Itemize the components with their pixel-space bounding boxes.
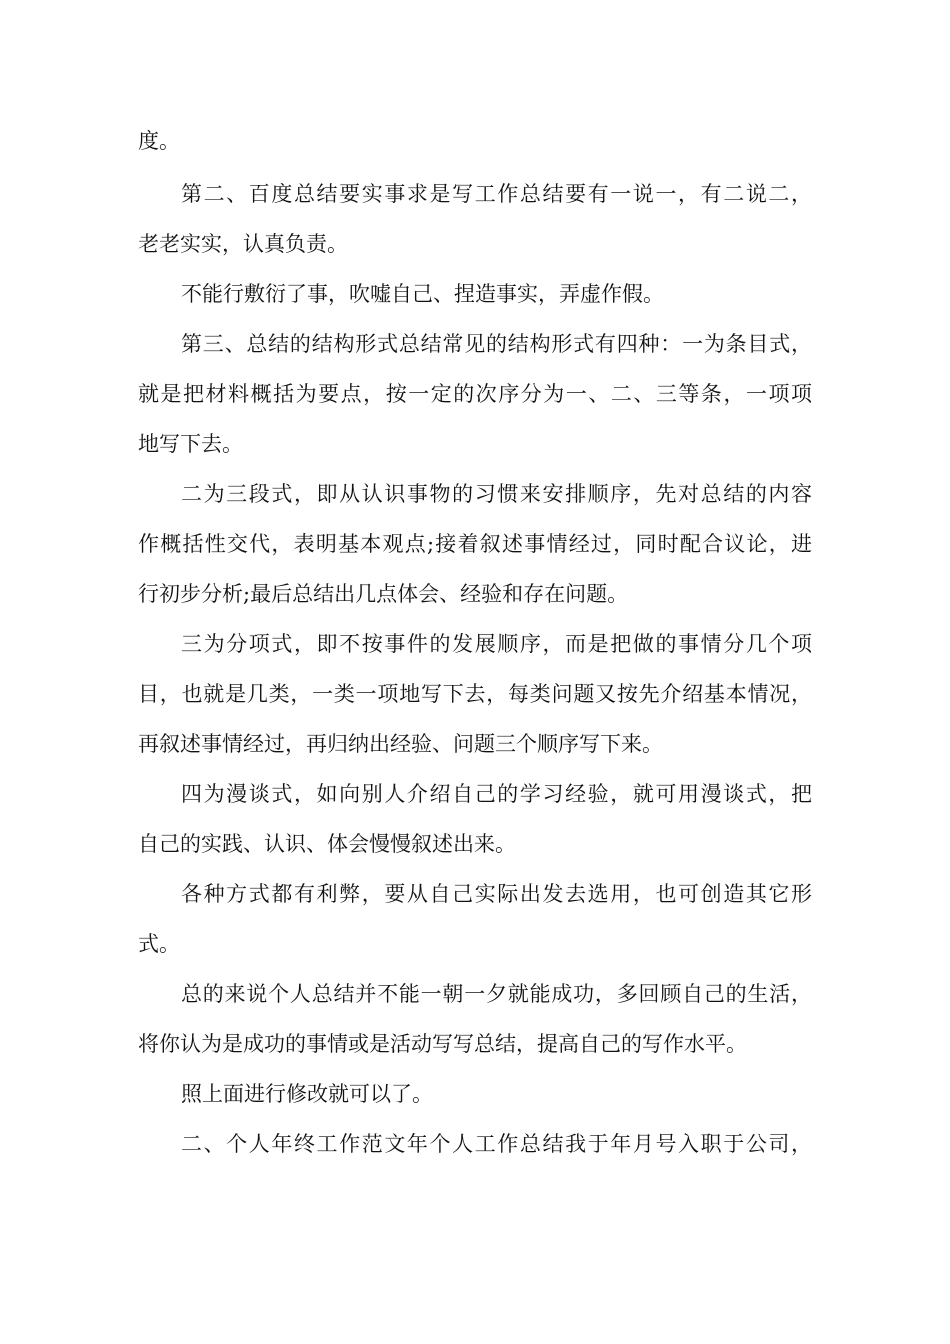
text-line-8: 二为三段式，即从认识事物的习惯来安排顺序，先对总结的内容 [181,482,812,506]
text-line-16: 各种方式都有利弊，要从自己实际出发去选用，也可创造其它形 [181,882,812,906]
text-line-2: 第二、百度总结要实事求是写工作总结要有一说一，有二说二， [181,182,812,206]
text-line-12: 目，也就是几类，一类一项地写下去，每类问题又按先介绍基本情况， [138,682,812,706]
text-line-10: 行初步分析;最后总结出几点体会、经验和存在问题。 [138,582,629,606]
text-line-20: 照上面进行修改就可以了。 [181,1082,433,1106]
text-line-7: 地写下去。 [138,432,243,456]
text-line-18: 总的来说个人总结并不能一朝一夕就能成功，多回顾自己的生活， [181,982,812,1006]
text-line-11: 三为分项式，即不按事件的发展顺序，而是把做的事情分几个项 [181,632,812,656]
text-line-15: 自己的实践、认识、体会慢慢叙述出来。 [138,832,516,856]
text-line-14: 四为漫谈式，如向别人介绍自己的学习经验，就可用漫谈式，把 [181,782,812,806]
text-line-5: 第三、总结的结构形式总结常见的结构形式有四种：一为条目式， [181,332,812,356]
text-line-3: 老老实实，认真负责。 [138,232,348,256]
text-line-6: 就是把材料概括为要点，按一定的次序分为一、二、三等条，一项项 [138,382,812,406]
text-line-21: 二、个人年终工作范文年个人工作总结我于年月号入职于公司， [181,1132,812,1156]
text-line-13: 再叙述事情经过，再归纳出经验、问题三个顺序写下来。 [138,732,663,756]
text-line-17: 式。 [138,932,180,956]
text-line-4: 不能行敷衍了事，吹嘘自己、捏造事实，弄虚作假。 [181,282,664,306]
text-line-1: 度。 [138,129,180,153]
text-line-19: 将你认为是成功的事情或是活动写写总结，提高自己的写作水平。 [138,1032,747,1056]
text-line-9: 作概括性交代，表明基本观点;接着叙述事情经过，同时配合议论，进 [138,532,812,556]
